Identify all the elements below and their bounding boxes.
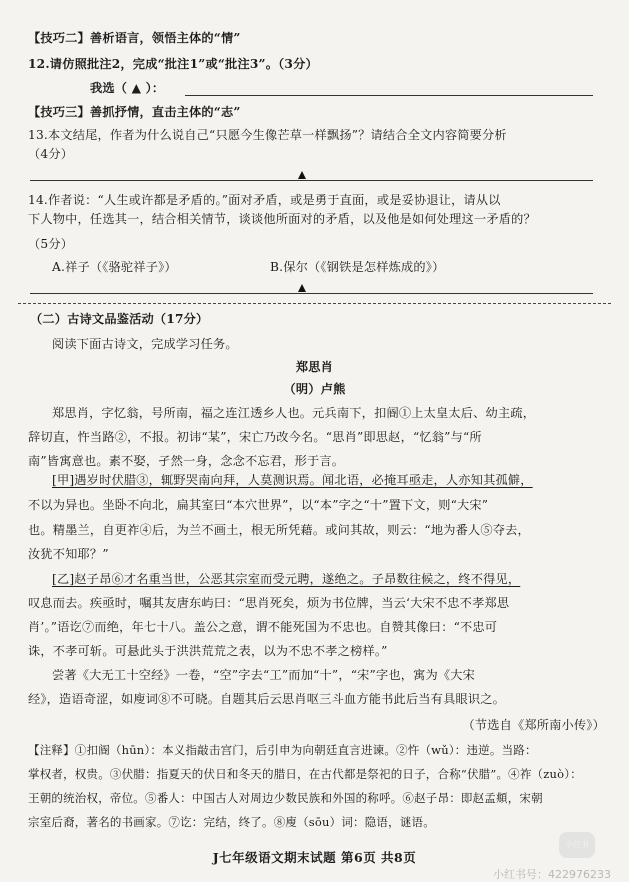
tip-three-heading: 【技巧三】善抓抒情，直击主体的“志” [28, 105, 241, 119]
reading-instruction: 阅读下面古诗文，完成学习任务。 [52, 337, 238, 351]
tip-two-heading: 【技巧二】善析语言，领悟主体的“情” [28, 31, 241, 45]
answer-line-14 [30, 293, 593, 294]
option-b: B.保尔（《钢铁是怎样炼成的》） [270, 260, 445, 274]
passage-line: 南”皆寓意也。素不娶，孑然一身，念念不忘君，形于言。 [28, 454, 345, 468]
section-two-heading: （二）古诗文品鉴活动（17分） [30, 312, 209, 326]
answer-line-12 [185, 95, 593, 96]
answer-marker-14 [298, 284, 306, 292]
option-a: A.祥子（《骆驼祥子》） [52, 260, 177, 274]
watermark-logo-text: 小红书 [565, 840, 589, 849]
passage-line: 辞切直，忤当路②，不报。初讳“某”，宋亡乃改今名。“思肖”即思赵，“忆翁”与“所 [28, 430, 482, 444]
section-divider [18, 303, 611, 304]
passage-line: 肖’。”语讫⑦而绝，年七十八。盖公之意，谓不能死国为不忠也。自赞其像曰：“不忠可 [28, 620, 498, 634]
question-13: 13.本文结尾，作者为什么说自己“只愿今生像芒草一样飘扬”？请结合全文内容简要分析 [28, 128, 507, 142]
passage-para-yi: [乙]赵子昂⑥才名重当世，公恶其宗室而受元聘，遂绝之。子昂数往候之，终不得见， [52, 572, 521, 586]
answer-line-13 [30, 180, 593, 181]
page-footer: J七年级语文期末试题 第6页 共8页 [212, 850, 417, 865]
annotation-line: 【注释】①扣阍（hūn）：本义指敲击宫门，后引申为向朝廷直言进谏。②忤（wǔ）：违逆。当路： [28, 743, 537, 757]
annotation-line: 王朝的统治权，帝位。⑤番人：中国古人对周边少数民族和外国的称呼。⑥赵子昂：即赵孟頫，宋朝 [28, 791, 543, 805]
annotation-line: 宗室后裔，著名的书画家。⑦讫：完结，终了。⑧廋（sōu）词：隐语，谜语。 [28, 815, 435, 829]
passage-line: 不以为异也。坐卧不向北，扁其室曰“本穴世界”，以“本”字之“十”置下文，则“大宋” [28, 498, 489, 512]
question-14-line2: 下人物中，任选其一，结合相关情节，谈谈他所面对的矛盾，以及他是如何处理这一矛盾的？ [28, 212, 536, 226]
passage-line: 尝著《大无工十空经》一卷，“空”字去“工”而加“十”，“宋”字也，寓为《大宋 [52, 668, 476, 682]
annotation-line: 掌权者，权贵。③伏腊：指夏天的伏日和冬天的腊日，在古代都是祭祀的日子，合称“伏腊”。④祚（zuò）： [28, 767, 582, 781]
passage-line: 诛，不孝可斩。可悬此头于洪洪荒荒之表，以为不忠不孝之榜样。” [28, 644, 388, 658]
passage-line: 汝犹不知耶？” [28, 547, 109, 561]
question-14-score: （5分） [28, 237, 74, 251]
watermark-logo [559, 832, 595, 858]
passage-author: （明）卢熊 [283, 382, 346, 396]
passage-line: 叹息而去。疾亟时，嘱其友唐东屿曰：“思肖死矣，烦为书位牌，当云‘大宋不忠不孝郑思 [28, 596, 510, 610]
passage-title: 郑思肖 [295, 360, 334, 374]
passage-line: 郑思肖，字忆翁，号所南，福之连江透乡人也。元兵南下，扣阍①上太皇太后、幼主疏， [52, 406, 536, 420]
question-12-choice-label: 我选（ ▲ ）： [90, 81, 165, 95]
answer-marker-13 [298, 171, 306, 179]
passage-source: （节选自《郑所南小传》） [462, 718, 605, 732]
passage-line: 经》，造语奇涩，如廋词⑧不可晓。自题其后云思肖呕三斗血方能书此后当有具眼识之。 [28, 692, 506, 706]
passage-para-jia: [甲]遇岁时伏腊③，辄野哭南向拜，人莫测识焉。闻北语，必掩耳亟走，人亦知其孤僻， [52, 473, 533, 487]
watermark-text: 小红书号：422976233 [493, 868, 611, 881]
question-12: 12.请仿照批注2，完成“批注1”或“批注3”。（3分） [28, 57, 318, 71]
question-14-line1: 14.作者说：“人生或许都是矛盾的。”面对矛盾，或是勇于直面，或是妥协退让，请从以 [28, 193, 501, 207]
question-13-score: （4分） [28, 147, 74, 161]
passage-line: 也。精墨兰，自更祚④后，为兰不画土，根无所凭藉。或问其故，则云：“地为番人⑤夺去， [28, 523, 530, 537]
